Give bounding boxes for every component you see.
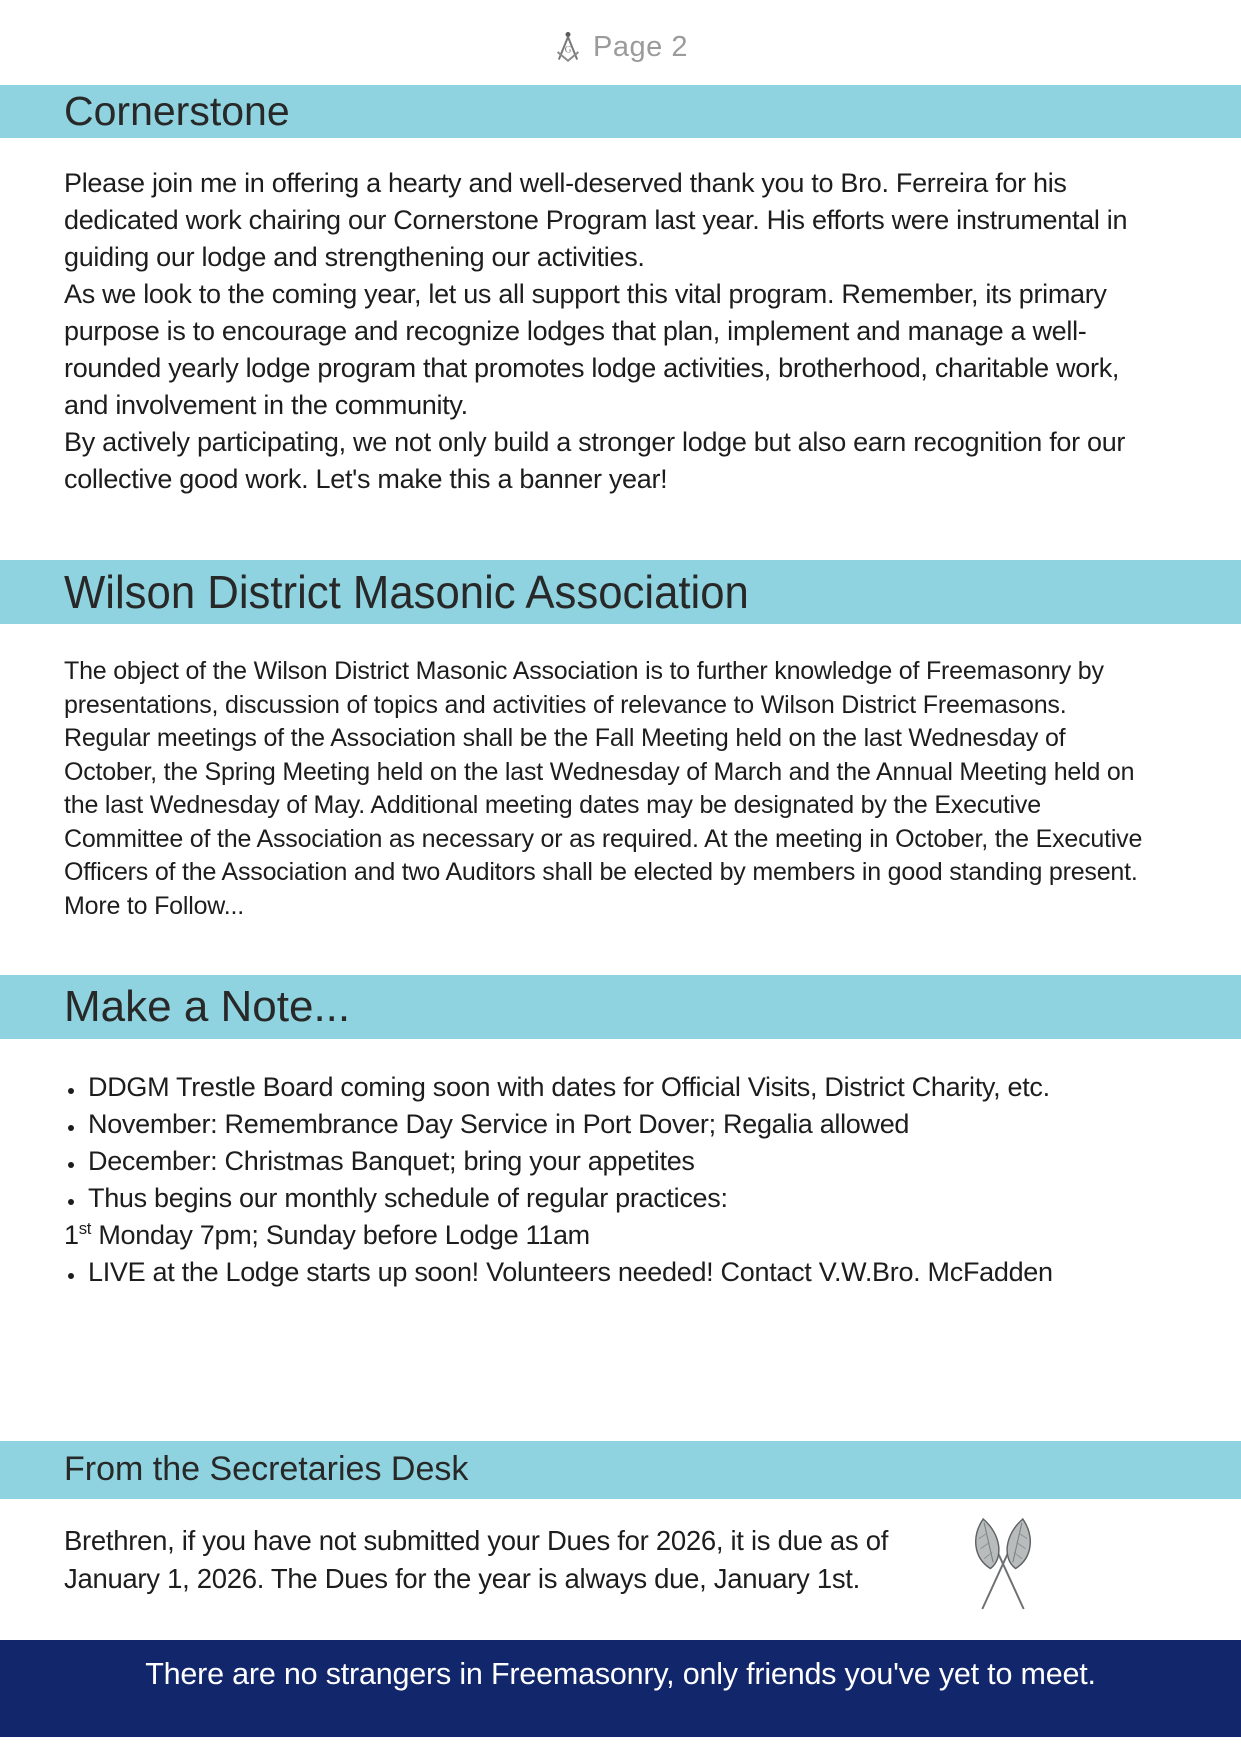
note-bullet-list [64, 1254, 1154, 1291]
note-bullet-list [64, 1069, 1154, 1217]
body-paragraph: The object of the Wilson District Masonic Association is to further knowledge of Freemasonry by presentations, discussion of topics and activities of relevance to Wilson District Freemasons. Regular meetings of the Association shall be the Fall Meeting held on the last Wednesday of October, the Spring Meeting held on the last Wednesday of March and the Annual Meeting held on the last Wednesday of May. Additional meeting dates may be designated by the Executive Committee of the Association as necessary or as required. At the meeting in October, the Executive Officers of the Association and two Auditors shall be elected by members in good standing present. More to Follow... [64, 657, 1143, 920]
section-title-cornerstone [0, 85, 1241, 138]
section-title-text: Cornerstone [64, 88, 290, 134]
square-and-compasses-icon [553, 30, 583, 64]
list-item: • LIVE at the Lodge starts up soon! Volunteers needed! Contact V.W.Bro. McFadden [86, 1254, 1154, 1291]
section-title-make-a-note [0, 975, 1241, 1039]
footer-quote: There are no strangers in Freemasonry, only friends you've yet to meet. [145, 1657, 1096, 1691]
make-a-note-body [64, 1069, 1154, 1291]
crossed-quills-icon [967, 1512, 1039, 1616]
section-make-a-note [0, 975, 1241, 1290]
section-cornerstone [0, 85, 1241, 498]
list-item: • December: Christmas Banquet; bring your appetites [86, 1143, 1154, 1180]
schedule-number: 1 [64, 1219, 79, 1250]
section-secretaries-desk [0, 1441, 1241, 1598]
page-header [0, 0, 1241, 66]
body-paragraph: Brethren, if you have not submitted your Dues for 2026, it is due as of January 1, 2026. The Dues for the year is always due, January 1st. [64, 1524, 889, 1594]
schedule-text: Monday 7pm; Sunday before Lodge 11am [91, 1219, 590, 1250]
emblem-letter-g: G [564, 44, 572, 55]
body-paragraph: Please join me in offering a hearty and well-deserved thank you to Bro. Ferreira for his dedicated work chairing our Cornerstone Program last year. His efforts were instrumental in guiding our lodge and strengthening our activities. [64, 168, 1128, 273]
page-number-label: Page 2 [593, 30, 688, 63]
cornerstone-body [64, 165, 1154, 498]
section-title-text: Wilson District Masonic Association [64, 566, 749, 619]
practice-schedule-line [64, 1217, 1154, 1254]
body-paragraph: As we look to the coming year, let us all support this vital program. Remember, its primary purpose is to encourage and recognize lodges that plan, implement and manage a well-rounded yearly lodge program that promotes lodge activities, brotherhood, charitable work, and involvement in the community. [64, 279, 1120, 421]
section-wilson-district [0, 560, 1241, 923]
list-item: • DDGM Trestle Board coming soon with dates for Official Visits, District Charity, etc. [86, 1069, 1154, 1106]
body-paragraph: By actively participating, we not only build a stronger lodge but also earn recognition for our collective good work. Let's make this a banner year! [64, 427, 1126, 495]
list-item: • Thus begins our monthly schedule of regular practices: [86, 1180, 1154, 1217]
section-title-wilson-district [0, 560, 1241, 624]
secretaries-body [64, 1522, 1179, 1598]
footer-quote-bar [0, 1640, 1241, 1737]
section-title-text: Make a Note... [64, 982, 351, 1032]
wilson-body [64, 655, 1154, 923]
list-item: • November: Remembrance Day Service in Port Dover; Regalia allowed [86, 1106, 1154, 1143]
section-title-secretaries-desk [0, 1441, 1241, 1499]
schedule-ordinal-suffix: st [78, 1218, 92, 1238]
section-title-text: From the Secretaries Desk [64, 1450, 469, 1489]
